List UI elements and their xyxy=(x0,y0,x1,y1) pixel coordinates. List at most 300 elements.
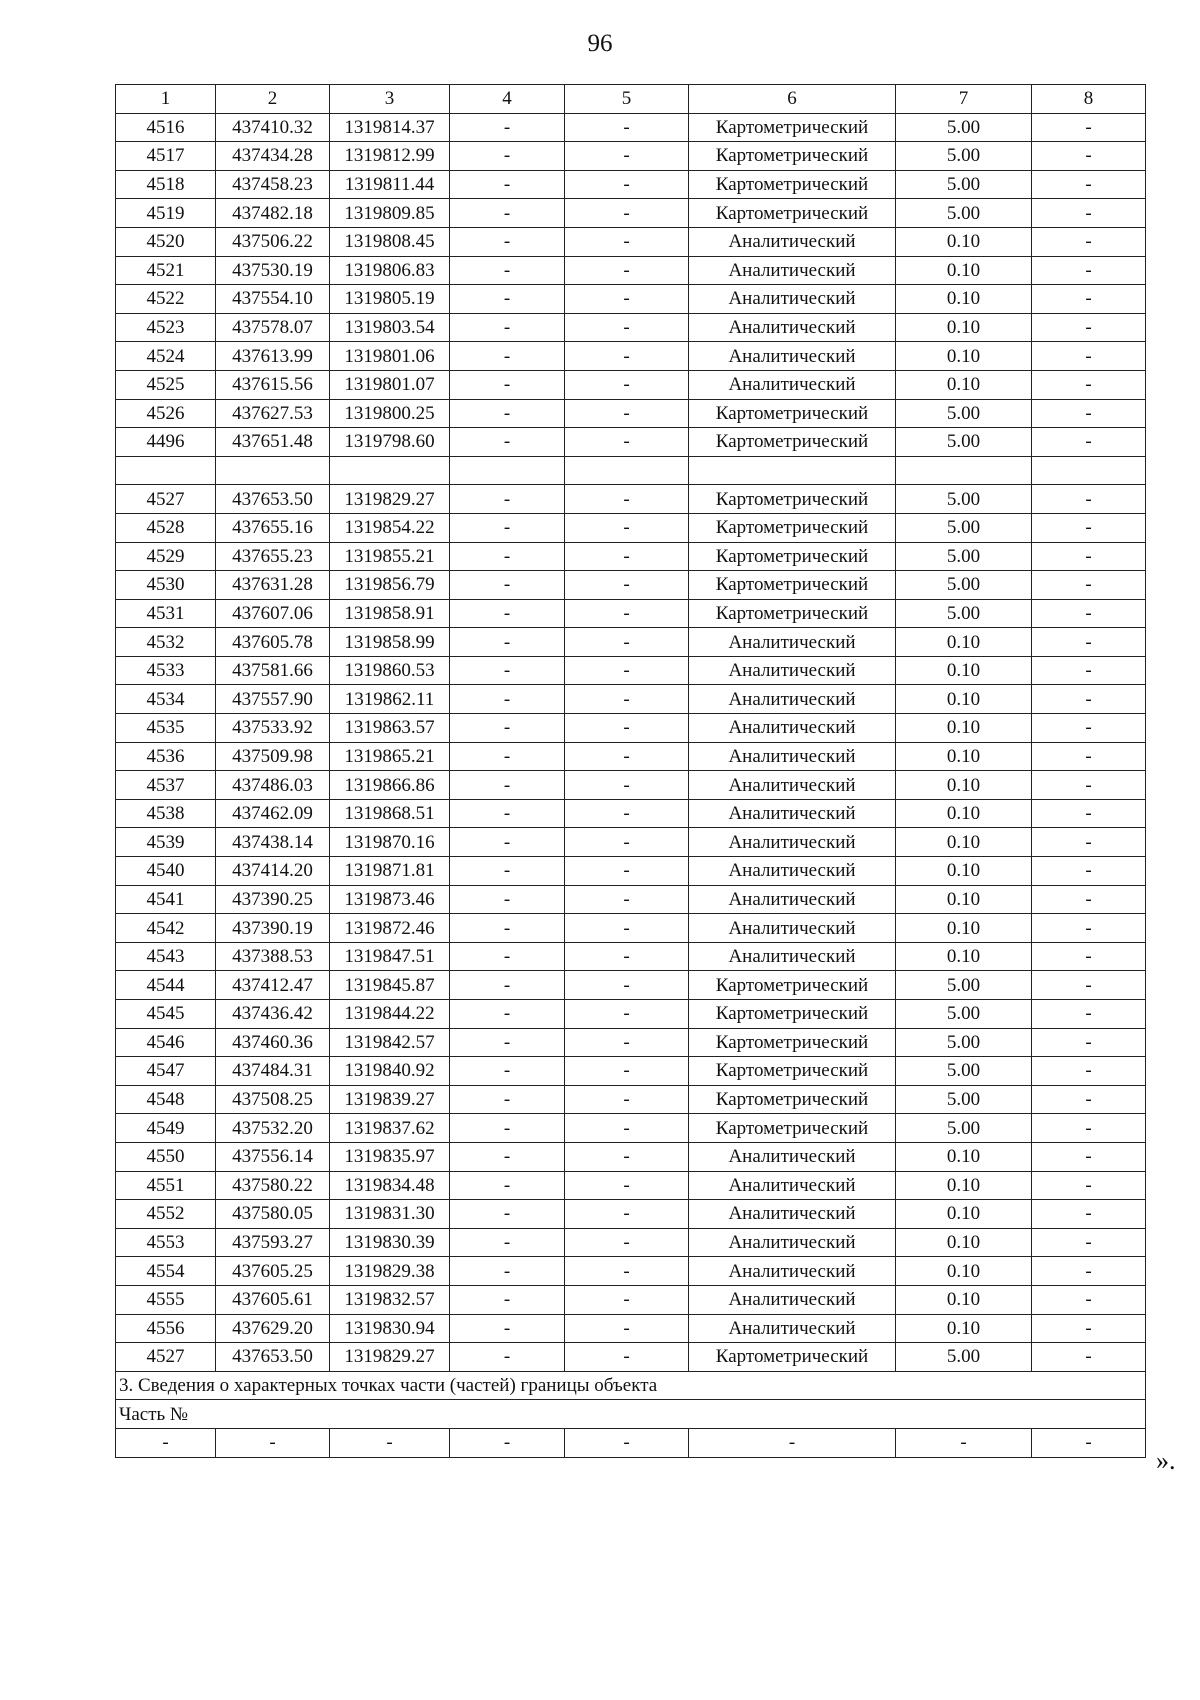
point-number-cell: 4545 xyxy=(116,1000,216,1029)
col-4-cell: - xyxy=(450,1343,565,1372)
point-number-cell: 4524 xyxy=(116,342,216,371)
coord-x-cell: 437605.61 xyxy=(216,1285,330,1314)
table-row xyxy=(116,170,1146,199)
table-body xyxy=(116,85,1146,1458)
table-row xyxy=(116,1257,1146,1286)
accuracy-cell: 5.00 xyxy=(896,1343,1032,1372)
col-5-cell: - xyxy=(565,885,689,914)
point-number-cell: 4543 xyxy=(116,942,216,971)
col-4-cell: - xyxy=(450,256,565,285)
col-5-cell: - xyxy=(565,313,689,342)
col-5-cell: - xyxy=(565,542,689,571)
point-number-cell: 4547 xyxy=(116,1057,216,1086)
coord-y-cell: 1319847.51 xyxy=(330,942,450,971)
empty-cell: - xyxy=(896,1428,1032,1457)
col-8-cell: - xyxy=(1032,1285,1146,1314)
point-number-cell: 4519 xyxy=(116,199,216,228)
col-4-cell: - xyxy=(450,942,565,971)
coord-y-cell: 1319808.45 xyxy=(330,227,450,256)
col-8-cell: - xyxy=(1032,199,1146,228)
col-4-cell: - xyxy=(450,227,565,256)
method-cell: Аналитический xyxy=(689,1200,896,1229)
closing-quote-mark: ». xyxy=(1156,1446,1176,1475)
col-4-cell: - xyxy=(450,714,565,743)
col-5-cell: - xyxy=(565,142,689,171)
col-4-cell: - xyxy=(450,571,565,600)
coord-x-cell: 437607.06 xyxy=(216,599,330,628)
col-5-cell: - xyxy=(565,599,689,628)
col-8-cell: - xyxy=(1032,428,1146,457)
col-5-cell: - xyxy=(565,428,689,457)
table-row xyxy=(116,1114,1146,1143)
table-row xyxy=(116,1028,1146,1057)
coord-x-cell: 437580.22 xyxy=(216,1171,330,1200)
table-row xyxy=(116,1171,1146,1200)
coord-x-cell: 437631.28 xyxy=(216,571,330,600)
section-title-row xyxy=(116,1371,1146,1400)
method-cell xyxy=(689,456,896,485)
accuracy-cell: 5.00 xyxy=(896,1114,1032,1143)
coord-x-cell: 437412.47 xyxy=(216,971,330,1000)
table-row xyxy=(116,399,1146,428)
coord-x-cell: 437486.03 xyxy=(216,771,330,800)
method-cell: Аналитический xyxy=(689,885,896,914)
coord-y-cell: 1319830.94 xyxy=(330,1314,450,1343)
table-row xyxy=(116,227,1146,256)
col-8-cell: - xyxy=(1032,799,1146,828)
point-number-cell: 4551 xyxy=(116,1171,216,1200)
col-8-cell: - xyxy=(1032,370,1146,399)
coord-x-cell: 437556.14 xyxy=(216,1142,330,1171)
point-number-cell: 4555 xyxy=(116,1285,216,1314)
point-number-cell: 4527 xyxy=(116,485,216,514)
coord-y-cell: 1319812.99 xyxy=(330,142,450,171)
accuracy-cell: 0.10 xyxy=(896,370,1032,399)
coord-x-cell: 437434.28 xyxy=(216,142,330,171)
method-cell: Картометрический xyxy=(689,1057,896,1086)
col-8-cell: - xyxy=(1032,571,1146,600)
coord-y-cell: 1319830.39 xyxy=(330,1228,450,1257)
coord-y-cell: 1319854.22 xyxy=(330,513,450,542)
coord-y-cell: 1319837.62 xyxy=(330,1114,450,1143)
method-cell: Аналитический xyxy=(689,828,896,857)
table-row xyxy=(116,914,1146,943)
coord-x-cell: 437593.27 xyxy=(216,1228,330,1257)
point-number-cell: 4554 xyxy=(116,1257,216,1286)
col-4-cell: - xyxy=(450,1200,565,1229)
col-8-cell: - xyxy=(1032,828,1146,857)
point-number-cell: 4530 xyxy=(116,571,216,600)
col-5-cell: - xyxy=(565,656,689,685)
col-5-cell: - xyxy=(565,1000,689,1029)
col-8-cell: - xyxy=(1032,857,1146,886)
col-4-cell: - xyxy=(450,142,565,171)
point-number-cell: 4556 xyxy=(116,1314,216,1343)
empty-cell: - xyxy=(216,1428,330,1457)
header-cell: 2 xyxy=(216,85,330,114)
col-5-cell: - xyxy=(565,1200,689,1229)
col-4-cell: - xyxy=(450,370,565,399)
coord-x-cell: 437629.20 xyxy=(216,1314,330,1343)
point-number-cell: 4527 xyxy=(116,1343,216,1372)
coord-y-cell: 1319801.07 xyxy=(330,370,450,399)
accuracy-cell: 0.10 xyxy=(896,285,1032,314)
empty-part-row xyxy=(116,1428,1146,1457)
point-number-cell: 4534 xyxy=(116,685,216,714)
point-number-cell: 4548 xyxy=(116,1085,216,1114)
point-number-cell: 4542 xyxy=(116,914,216,943)
coord-y-cell: 1319806.83 xyxy=(330,256,450,285)
method-cell: Аналитический xyxy=(689,285,896,314)
col-8-cell: - xyxy=(1032,1085,1146,1114)
point-number-cell: 4538 xyxy=(116,799,216,828)
col-4-cell: - xyxy=(450,685,565,714)
point-number-cell: 4521 xyxy=(116,256,216,285)
col-5-cell: - xyxy=(565,571,689,600)
table-row xyxy=(116,370,1146,399)
coord-x-cell: 437655.16 xyxy=(216,513,330,542)
col-8-cell: - xyxy=(1032,485,1146,514)
empty-cell: - xyxy=(565,1428,689,1457)
point-number-cell: 4528 xyxy=(116,513,216,542)
col-8-cell: - xyxy=(1032,971,1146,1000)
point-number-cell xyxy=(116,456,216,485)
table-row xyxy=(116,714,1146,743)
accuracy-cell: 5.00 xyxy=(896,428,1032,457)
point-number-cell: 4526 xyxy=(116,399,216,428)
accuracy-cell: 0.10 xyxy=(896,256,1032,285)
col-4-cell: - xyxy=(450,313,565,342)
part-label: Часть № xyxy=(116,1400,1146,1429)
col-4-cell: - xyxy=(450,799,565,828)
accuracy-cell: 0.10 xyxy=(896,1228,1032,1257)
coord-y-cell: 1319831.30 xyxy=(330,1200,450,1229)
accuracy-cell: 0.10 xyxy=(896,1257,1032,1286)
method-cell: Картометрический xyxy=(689,599,896,628)
col-4-cell: - xyxy=(450,1142,565,1171)
header-cell: 5 xyxy=(565,85,689,114)
coord-y-cell: 1319873.46 xyxy=(330,885,450,914)
coord-x-cell: 437554.10 xyxy=(216,285,330,314)
method-cell: Картометрический xyxy=(689,1343,896,1372)
coord-y-cell: 1319842.57 xyxy=(330,1028,450,1057)
method-cell: Аналитический xyxy=(689,227,896,256)
col-5-cell: - xyxy=(565,828,689,857)
col-4-cell: - xyxy=(450,628,565,657)
table-row xyxy=(116,542,1146,571)
col-8-cell: - xyxy=(1032,1314,1146,1343)
method-cell: Картометрический xyxy=(689,399,896,428)
accuracy-cell: 5.00 xyxy=(896,170,1032,199)
coord-x-cell xyxy=(216,456,330,485)
method-cell: Аналитический xyxy=(689,942,896,971)
point-number-cell: 4532 xyxy=(116,628,216,657)
accuracy-cell: 0.10 xyxy=(896,942,1032,971)
accuracy-cell: 0.10 xyxy=(896,828,1032,857)
table-row xyxy=(116,199,1146,228)
col-8-cell: - xyxy=(1032,399,1146,428)
col-8-cell: - xyxy=(1032,1142,1146,1171)
coord-y-cell: 1319809.85 xyxy=(330,199,450,228)
table-row xyxy=(116,942,1146,971)
method-cell: Картометрический xyxy=(689,971,896,1000)
point-number-cell: 4544 xyxy=(116,971,216,1000)
table-row xyxy=(116,742,1146,771)
coord-y-cell: 1319829.27 xyxy=(330,1343,450,1372)
point-number-cell: 4496 xyxy=(116,428,216,457)
table-row xyxy=(116,599,1146,628)
col-4-cell: - xyxy=(450,1028,565,1057)
method-cell: Аналитический xyxy=(689,742,896,771)
table-row xyxy=(116,771,1146,800)
col-5-cell xyxy=(565,456,689,485)
coord-y-cell: 1319829.27 xyxy=(330,485,450,514)
coord-y-cell: 1319805.19 xyxy=(330,285,450,314)
table-row xyxy=(116,285,1146,314)
table-row xyxy=(116,485,1146,514)
method-cell: Картометрический xyxy=(689,113,896,142)
col-8-cell: - xyxy=(1032,513,1146,542)
coord-y-cell: 1319835.97 xyxy=(330,1142,450,1171)
page-number: 96 xyxy=(587,30,613,57)
col-5-cell: - xyxy=(565,1085,689,1114)
point-number-cell: 4540 xyxy=(116,857,216,886)
method-cell: Аналитический xyxy=(689,1228,896,1257)
point-number-cell: 4522 xyxy=(116,285,216,314)
col-8-cell: - xyxy=(1032,1200,1146,1229)
col-5-cell: - xyxy=(565,227,689,256)
table-row xyxy=(116,342,1146,371)
accuracy-cell: 5.00 xyxy=(896,571,1032,600)
coord-y-cell: 1319862.11 xyxy=(330,685,450,714)
col-4-cell: - xyxy=(450,1085,565,1114)
accuracy-cell: 0.10 xyxy=(896,742,1032,771)
method-cell: Аналитический xyxy=(689,628,896,657)
accuracy-cell xyxy=(896,456,1032,485)
method-cell: Картометрический xyxy=(689,142,896,171)
empty-cell: - xyxy=(116,1428,216,1457)
point-number-cell: 4550 xyxy=(116,1142,216,1171)
col-4-cell: - xyxy=(450,485,565,514)
coord-y-cell: 1319844.22 xyxy=(330,1000,450,1029)
table-row xyxy=(116,1200,1146,1229)
col-4-cell: - xyxy=(450,828,565,857)
method-cell: Картометрический xyxy=(689,170,896,199)
col-8-cell: - xyxy=(1032,656,1146,685)
table-row xyxy=(116,428,1146,457)
coord-y-cell: 1319858.91 xyxy=(330,599,450,628)
col-4-cell: - xyxy=(450,914,565,943)
method-cell: Аналитический xyxy=(689,771,896,800)
table-row xyxy=(116,799,1146,828)
coord-x-cell: 437605.78 xyxy=(216,628,330,657)
col-5-cell: - xyxy=(565,1114,689,1143)
col-5-cell: - xyxy=(565,1314,689,1343)
table-row xyxy=(116,1228,1146,1257)
coord-y-cell: 1319856.79 xyxy=(330,571,450,600)
col-4-cell: - xyxy=(450,599,565,628)
point-number-cell: 4533 xyxy=(116,656,216,685)
method-cell: Аналитический xyxy=(689,313,896,342)
col-4-cell: - xyxy=(450,1257,565,1286)
table-row xyxy=(116,1314,1146,1343)
coord-y-cell: 1319845.87 xyxy=(330,971,450,1000)
method-cell: Картометрический xyxy=(689,428,896,457)
coord-x-cell: 437580.05 xyxy=(216,1200,330,1229)
coord-x-cell: 437532.20 xyxy=(216,1114,330,1143)
point-number-cell: 4516 xyxy=(116,113,216,142)
point-number-cell: 4518 xyxy=(116,170,216,199)
table-row xyxy=(116,857,1146,886)
col-8-cell: - xyxy=(1032,1028,1146,1057)
method-cell: Аналитический xyxy=(689,857,896,886)
col-4-cell: - xyxy=(450,513,565,542)
method-cell: Аналитический xyxy=(689,685,896,714)
table-row xyxy=(116,456,1146,485)
point-number-cell: 4517 xyxy=(116,142,216,171)
table-row xyxy=(116,685,1146,714)
col-5-cell: - xyxy=(565,971,689,1000)
coord-y-cell: 1319832.57 xyxy=(330,1285,450,1314)
col-5-cell: - xyxy=(565,1171,689,1200)
point-number-cell: 4553 xyxy=(116,1228,216,1257)
empty-cell: - xyxy=(1032,1428,1146,1457)
accuracy-cell: 0.10 xyxy=(896,1200,1032,1229)
table-row xyxy=(116,513,1146,542)
table-row xyxy=(116,313,1146,342)
accuracy-cell: 5.00 xyxy=(896,599,1032,628)
table-row xyxy=(116,828,1146,857)
point-number-cell: 4539 xyxy=(116,828,216,857)
point-number-cell: 4531 xyxy=(116,599,216,628)
coord-y-cell xyxy=(330,456,450,485)
point-number-cell: 4552 xyxy=(116,1200,216,1229)
col-5-cell: - xyxy=(565,1257,689,1286)
col-5-cell: - xyxy=(565,628,689,657)
coord-x-cell: 437438.14 xyxy=(216,828,330,857)
col-8-cell: - xyxy=(1032,1000,1146,1029)
col-8-cell: - xyxy=(1032,227,1146,256)
coord-x-cell: 437436.42 xyxy=(216,1000,330,1029)
col-4-cell: - xyxy=(450,1171,565,1200)
point-number-cell: 4523 xyxy=(116,313,216,342)
method-cell: Картометрический xyxy=(689,571,896,600)
col-8-cell: - xyxy=(1032,342,1146,371)
accuracy-cell: 5.00 xyxy=(896,485,1032,514)
col-8-cell: - xyxy=(1032,542,1146,571)
col-8-cell: - xyxy=(1032,142,1146,171)
col-4-cell: - xyxy=(450,285,565,314)
table-header-row xyxy=(116,85,1146,114)
point-number-cell: 4529 xyxy=(116,542,216,571)
coord-x-cell: 437613.99 xyxy=(216,342,330,371)
accuracy-cell: 0.10 xyxy=(896,1314,1032,1343)
col-4-cell xyxy=(450,456,565,485)
coord-x-cell: 437557.90 xyxy=(216,685,330,714)
accuracy-cell: 5.00 xyxy=(896,1085,1032,1114)
accuracy-cell: 5.00 xyxy=(896,142,1032,171)
header-cell: 3 xyxy=(330,85,450,114)
col-8-cell: - xyxy=(1032,1171,1146,1200)
accuracy-cell: 0.10 xyxy=(896,342,1032,371)
table-row xyxy=(116,971,1146,1000)
col-8-cell: - xyxy=(1032,1057,1146,1086)
coord-y-cell: 1319798.60 xyxy=(330,428,450,457)
col-5-cell: - xyxy=(565,1057,689,1086)
method-cell: Картометрический xyxy=(689,1028,896,1057)
accuracy-cell: 0.10 xyxy=(896,1171,1032,1200)
method-cell: Аналитический xyxy=(689,914,896,943)
col-5-cell: - xyxy=(565,256,689,285)
coord-y-cell: 1319860.53 xyxy=(330,656,450,685)
col-5-cell: - xyxy=(565,485,689,514)
method-cell: Аналитический xyxy=(689,1257,896,1286)
table-row xyxy=(116,256,1146,285)
accuracy-cell: 0.10 xyxy=(896,857,1032,886)
point-number-cell: 4535 xyxy=(116,714,216,743)
col-5-cell: - xyxy=(565,1343,689,1372)
col-4-cell: - xyxy=(450,971,565,1000)
accuracy-cell: 0.10 xyxy=(896,685,1032,714)
coord-y-cell: 1319840.92 xyxy=(330,1057,450,1086)
coord-y-cell: 1319863.57 xyxy=(330,714,450,743)
col-4-cell: - xyxy=(450,428,565,457)
empty-cell: - xyxy=(689,1428,896,1457)
table-row xyxy=(116,1285,1146,1314)
col-5-cell: - xyxy=(565,513,689,542)
coord-x-cell: 437509.98 xyxy=(216,742,330,771)
col-5-cell: - xyxy=(565,1028,689,1057)
col-8-cell: - xyxy=(1032,742,1146,771)
coord-y-cell: 1319855.21 xyxy=(330,542,450,571)
coord-y-cell: 1319865.21 xyxy=(330,742,450,771)
coord-x-cell: 437615.56 xyxy=(216,370,330,399)
accuracy-cell: 5.00 xyxy=(896,199,1032,228)
coord-x-cell: 437414.20 xyxy=(216,857,330,886)
col-8-cell: - xyxy=(1032,628,1146,657)
coord-x-cell: 437627.53 xyxy=(216,399,330,428)
accuracy-cell: 0.10 xyxy=(896,1142,1032,1171)
method-cell: Аналитический xyxy=(689,799,896,828)
table-row xyxy=(116,571,1146,600)
col-5-cell: - xyxy=(565,285,689,314)
col-5-cell: - xyxy=(565,1142,689,1171)
point-number-cell: 4541 xyxy=(116,885,216,914)
method-cell: Аналитический xyxy=(689,1142,896,1171)
col-5-cell: - xyxy=(565,1285,689,1314)
coord-y-cell: 1319868.51 xyxy=(330,799,450,828)
method-cell: Картометрический xyxy=(689,513,896,542)
coord-x-cell: 437655.23 xyxy=(216,542,330,571)
col-8-cell: - xyxy=(1032,1257,1146,1286)
empty-cell: - xyxy=(330,1428,450,1457)
method-cell: Аналитический xyxy=(689,370,896,399)
col-4-cell: - xyxy=(450,399,565,428)
col-5-cell: - xyxy=(565,799,689,828)
coord-y-cell: 1319803.54 xyxy=(330,313,450,342)
accuracy-cell: 5.00 xyxy=(896,399,1032,428)
method-cell: Аналитический xyxy=(689,1314,896,1343)
coord-x-cell: 437410.32 xyxy=(216,113,330,142)
coord-y-cell: 1319800.25 xyxy=(330,399,450,428)
method-cell: Аналитический xyxy=(689,714,896,743)
point-number-cell: 4525 xyxy=(116,370,216,399)
coord-y-cell: 1319801.06 xyxy=(330,342,450,371)
boundary-points-table xyxy=(115,84,1146,1458)
col-4-cell: - xyxy=(450,342,565,371)
header-cell: 7 xyxy=(896,85,1032,114)
accuracy-cell: 5.00 xyxy=(896,1000,1032,1029)
